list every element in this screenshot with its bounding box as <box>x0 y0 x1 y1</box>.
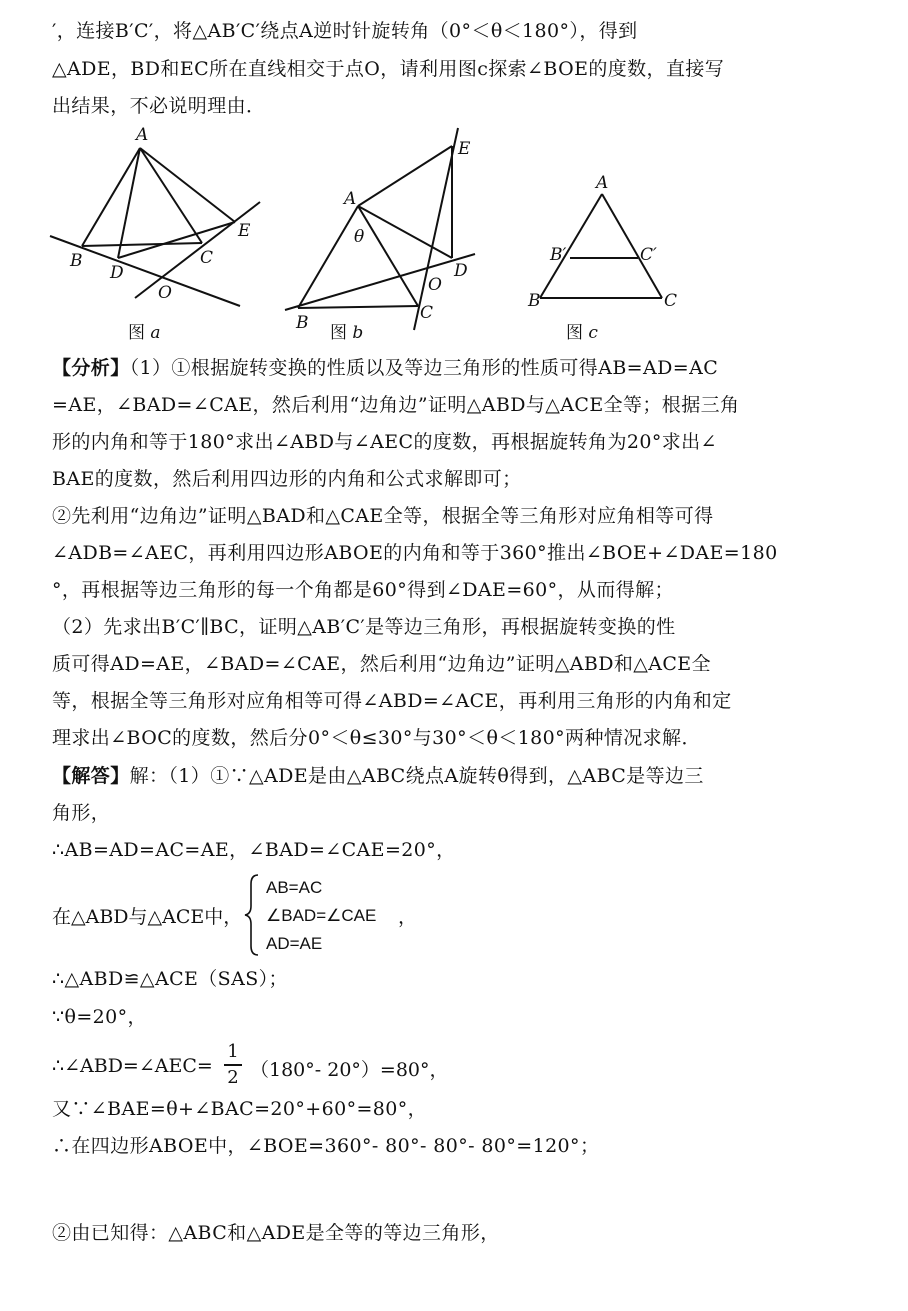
fig-a-segment-DE <box>118 222 235 258</box>
fig-a-label-E: E <box>238 221 251 241</box>
answer-tag: 【解答】 <box>52 765 130 787</box>
intro-line-2: △ADE，BD和EC所在直线相交于点O，请利用图c探索∠BOE的度数，直接写 <box>52 58 725 80</box>
answer-line-3: ∴AB=AD=AC=AE，∠BAD=∠CAE=20°， <box>52 839 456 861</box>
system-prefix: 在△ABD与△ACE中， <box>52 906 243 928</box>
fig-a-label-C: C <box>200 248 214 268</box>
fig-b-label-B: B <box>296 313 309 333</box>
figures-row <box>40 118 740 348</box>
analysis-line-5: ②先利用“边角边”证明△BAD和△CAE全等，根据全等三角形对应角相等可得 <box>52 505 714 527</box>
analysis-line-6: ∠ADB=∠AEC，再利用四边形ABOE的内角和等于360°推出∠BOE+∠DAE=180 <box>52 542 778 564</box>
fraction-numerator: 1 <box>227 1041 239 1062</box>
figure-b <box>285 128 475 343</box>
fig-c-label-C1: C′ <box>640 245 657 265</box>
fig-b-segment-AD <box>358 206 452 258</box>
fig-b-label-C: C <box>420 303 434 323</box>
left-brace <box>242 872 262 958</box>
fig-a-segment-AD <box>118 148 140 258</box>
system-row-1: AB=AC <box>266 878 323 897</box>
fig-c-caption: 图 c <box>566 323 598 343</box>
analysis-line-4: BAE的度数，然后利用四边形的内角和公式求解即可； <box>52 468 522 490</box>
fig-a-segment-AC <box>140 148 202 243</box>
fig-c-label-B1: B′ <box>550 245 567 265</box>
figure-c <box>527 173 677 343</box>
fig-c-label-B: B <box>528 291 541 311</box>
answer-line-6: 又∵∠BAE=θ+∠BAC=20°+60°=80°， <box>52 1098 428 1120</box>
figures-svg <box>40 118 740 348</box>
fig-a-label-B: B <box>70 251 83 271</box>
intro-line-3: 出结果，不必说明理由． <box>52 95 266 117</box>
analysis-line-10: 等，根据全等三角形对应角相等可得∠ABD=∠ACE，再利用三角形的内角和定 <box>52 690 732 712</box>
answer-line-7: ∴在四边形ABOE中，∠BOE=360°- 80°- 80°- 80°=120°； <box>52 1135 600 1157</box>
analysis-line-1 <box>52 355 718 381</box>
analysis-line-3: 形的内角和等于180°求出∠ABD与∠AEC的度数，再根据旋转角为20°求出∠ <box>52 431 717 453</box>
answer-line-1-text: 解：（1）①∵△ADE是由△ABC绕点A旋转θ得到，△ABC是等边三 <box>129 765 704 787</box>
fig-b-label-E: E <box>458 139 471 159</box>
fig-a-segment-AB <box>82 148 140 246</box>
system-suffix: ， <box>398 906 418 928</box>
fig-b-segment-AE <box>358 146 452 206</box>
fig-a-segment-AE <box>140 148 235 222</box>
fig-a-caption: 图 a <box>128 323 161 343</box>
fig-b-label-theta: θ <box>354 227 365 247</box>
answer-line-8: ②由已知得：△ABC和△ADE是全等的等边三角形， <box>52 1222 500 1244</box>
answer-line-5: ∵θ=20°， <box>52 1006 147 1028</box>
analysis-line-8: （2）先求出B′C′∥BC，证明△AB′C′是等边三角形，再根据旋转变换的性 <box>52 616 676 638</box>
fig-b-label-D: D <box>454 261 468 281</box>
analysis-tag: 【分析】 <box>52 357 130 379</box>
fraction-bar <box>224 1064 242 1066</box>
fig-c-label-C: C <box>664 291 678 311</box>
answer-line-4: ∴△ABD≌△ACE（SAS）； <box>52 968 288 990</box>
fraction-denominator: 2 <box>227 1067 239 1088</box>
system-row-2: ∠BAD=∠CAE <box>266 906 377 925</box>
fig-b-label-A: A <box>344 189 357 209</box>
analysis-line-1-text: （1）①根据旋转变换的性质以及等边三角形的性质可得AB=AD=AC <box>129 357 719 379</box>
system-row-3: AD=AE <box>266 934 323 953</box>
fig-a-label-O: O <box>158 283 172 303</box>
fig-b-caption: 图 b <box>330 323 364 343</box>
fig-b-segment-AB <box>298 206 358 308</box>
analysis-line-7: °，再根据等边三角形的每一个角都是60°得到∠DAE=60°，从而得解； <box>52 579 674 601</box>
answer-line-2: 角形， <box>52 802 111 824</box>
fig-a-segment-BC <box>82 243 202 246</box>
answer-line-1 <box>52 763 704 789</box>
fraction-suffix: （180°- 20°）=80°， <box>250 1059 449 1081</box>
fig-b-segment-BC <box>298 306 418 308</box>
analysis-line-9: 质可得AD=AE，∠BAD=∠CAE，然后利用“边角边”证明△ABD和△ACE全 <box>52 653 711 675</box>
fig-a-label-D: D <box>110 263 124 283</box>
fraction <box>224 1042 242 1088</box>
fraction-prefix: ∴∠ABD=∠AEC= <box>52 1055 213 1077</box>
fig-b-label-O: O <box>428 275 442 295</box>
system-rows <box>266 874 376 958</box>
fig-a-line-BD-extended <box>50 236 240 306</box>
fig-a-line-EC-extended <box>135 202 260 298</box>
analysis-line-2: =AE，∠BAD=∠CAE，然后利用“边角边”证明△ABD与△ACE全等；根据三角 <box>52 394 740 416</box>
intro-line-1: ′，连接B′C′，将△AB′C′绕点A逆时针旋转角（0°＜θ＜180°），得到 <box>52 20 638 42</box>
fig-c-label-A: A <box>596 173 609 193</box>
fig-b-segment-AC <box>358 206 418 306</box>
figure-a <box>50 125 260 343</box>
fig-a-label-A: A <box>136 125 149 145</box>
analysis-line-11: 理求出∠BOC的度数，然后分0°＜θ≤30°与30°＜θ＜180°两种情况求解． <box>52 727 701 749</box>
